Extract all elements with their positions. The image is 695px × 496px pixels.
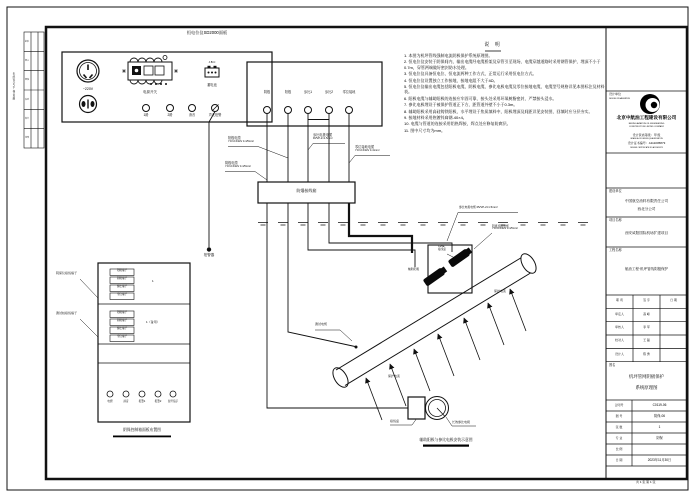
sheet-count-note: 共 1 张 第 1 张 [636, 480, 656, 484]
terminal-label-anode: 阳极 [284, 90, 292, 94]
field-value-contract: C0119-06 [652, 402, 667, 407]
sign-role: 设计人 [614, 351, 625, 356]
note-item: 5. 恒电位仪输出电缆包括阳极电缆、阴极电缆、参比电极电缆及零位接地电缆，电缆型号规格详见本图标注及材料表。 [404, 83, 605, 95]
leftbox-caption: 阴保控制箱面板布置图 [123, 428, 161, 432]
output-wires [267, 114, 349, 183]
terminal-strip-label: 阴极端子 [116, 277, 128, 280]
signoff-row-label: 校对 [25, 98, 30, 101]
signoff-row-label: 设计 [25, 118, 30, 120]
installation-caption: 辅助阳极与参比电极安装示意图 [419, 437, 473, 442]
note-item: 1. 本图为机坪管线强制电流阴极保护系统原理图。 [404, 53, 493, 58]
power-switch-label: 电源开关 [143, 89, 157, 94]
signoff-strip-grid [24, 32, 44, 148]
field-label-contract: 合同号 [614, 402, 624, 407]
cable-label-zero [355, 146, 380, 153]
terminal-label-zero: 零位接地 [342, 90, 356, 94]
signoff-row-label: 制图 [25, 137, 30, 140]
company-name-en2: CONSTRUCTION LIMITED COMPANY [628, 125, 665, 128]
field-label-scale: 比 例 [615, 446, 623, 451]
leftbox-leader-2: 测试桩接线端子 [56, 311, 78, 315]
field-label-discipline: 专 业 [615, 435, 623, 440]
sign-header-sign: 签 字 [643, 298, 650, 302]
note-item: 11. 图中尺寸均为mm。 [404, 127, 446, 133]
power-socket-icon [77, 60, 99, 82]
note-item: 3. 恒电位仪具备恒电位、恒电流两种工作方式，正常运行采用恒电位方式。 [404, 71, 537, 77]
terminal-strip-label: 阳极端子 [116, 269, 128, 272]
cable-spec: RVVP-2×1.5mm² [313, 136, 333, 140]
socket-label: ~220V [82, 86, 94, 91]
terminal-label-ref2: 参比2 [324, 90, 334, 94]
battery-top-label: J.B.C [208, 60, 216, 64]
jbox-code: C25E [438, 245, 445, 248]
current-label-1: 保护电流 [388, 374, 401, 378]
copyright-vertical-note: 未经许可不得复制 [11, 72, 15, 101]
group2-note: 1（备用） [146, 320, 160, 324]
field-value-number: 阴保-06 [654, 413, 665, 418]
device-right-label: 长效参比电极 [452, 420, 471, 424]
note-item: 9. 接地材料采用热镀锌扁钢-40×4。 [404, 114, 467, 120]
note-item: 7. 参比电极埋设于被保护管道正下方，距管道外壁不小于0.3m。 [404, 102, 518, 108]
aux-socket-icon [80, 96, 97, 113]
field-anode-cable-label [492, 225, 518, 231]
field-label-number: 图 号 [615, 413, 623, 418]
note-item: 6. 阳极电缆与辅助阳极的连接应牢固可靠，接头处采用环氧树脂密封，严禁接头浸水。 [404, 95, 557, 101]
jbox-name: 接线盒 [438, 247, 446, 251]
terminal-label-ref1: 参比1 [303, 90, 313, 94]
note-item: 4. 恒电位仪设置独立工作接地，接地电阻不大于4Ω。 [404, 77, 498, 83]
sign-role: 校对人 [614, 338, 625, 343]
sign-name: 李 军 [643, 325, 650, 329]
field-jbox-label [438, 246, 446, 252]
signoff-row-label: 批准 [25, 40, 30, 43]
group1-note: 1 [152, 279, 154, 283]
current-label-2: 保护电流 [494, 289, 507, 293]
project-name: 西安咸阳国际机场扩建项目 [624, 231, 669, 235]
leftbox-leader-1: 阴保仪接线端子 [56, 271, 78, 275]
field-value-discipline: 阴保 [656, 435, 663, 440]
cable-name: 零位接地电缆 [355, 145, 375, 149]
sign-role: 审定人 [614, 311, 625, 316]
notes-block [404, 53, 606, 134]
battery-label: 蓄电池 [207, 82, 217, 87]
battery-icon [205, 66, 219, 77]
cert-number-en: DESIGN CERTIFICATE NO.A111005873 [630, 146, 663, 149]
aux-anode-label: 辅助阳极 [408, 267, 420, 271]
company-logo [640, 94, 660, 114]
panel-title: 恒电位仪SD2000面板 [186, 30, 228, 35]
lamp-label-3: 消音 [188, 112, 196, 117]
cable-name: 阳极连接电缆 [492, 224, 509, 228]
lamp-label: 消音 [123, 399, 129, 403]
sign-header-date: 日 期 [670, 298, 677, 302]
cable-label-anode [228, 137, 254, 144]
cable-label-cathode [225, 162, 251, 169]
sign-name: 陈 勇 [643, 351, 650, 356]
sign-role: 审核人 [614, 325, 625, 329]
sign-name: 王 磊 [643, 338, 650, 343]
field-label-date: 日 期 [615, 457, 623, 462]
aux-anode-2 [448, 247, 473, 268]
terminal-strip-label: 阳极端子 [116, 311, 128, 314]
power-switch-icon [122, 56, 178, 86]
cert-grade: 设计资质等级：甲 级 [632, 132, 661, 137]
cable-spec: YJV-0.6/1kV 1×25mm² [492, 227, 519, 231]
cable-name: 阳极电缆 [228, 136, 241, 140]
note-item: 10. 电缆与管道的连接采用铝热焊接，焊点处应修复防腐层。 [404, 121, 511, 127]
notes-title: 说 明 [484, 42, 502, 48]
cable-label-reference [313, 134, 333, 141]
cable-spec: YJV-0.6/1kV 1×4mm² [355, 148, 380, 152]
design-unit-label: 设计单位 [609, 92, 622, 96]
signoff-row-label: 审定 [25, 60, 30, 62]
cable-spec: YJV-0.6/1kV 1×25mm² [228, 139, 255, 143]
cable-name: 阴极电缆 [225, 161, 238, 165]
lamp-label: 信号指示 [167, 399, 179, 403]
note-item: 2. 恒电位仪安装于阴保间内，输出电缆经电缆桥架及穿管引至现场，电缆穿越道路时采用钢管保护，埋深不小于0.7m，穿管两端做好密封防水处理。 [404, 59, 601, 70]
terminal-strip-label: 零位端子 [116, 335, 128, 338]
owner-label: 建设单位 [609, 189, 622, 193]
owner-line2: 西北分公司 [637, 206, 656, 211]
terminal-strip-label: 阴极端子 [116, 319, 128, 322]
sign-name: 高 峰 [643, 311, 650, 316]
project-label: 项目名称 [609, 218, 622, 222]
lamp-label-4: 声光报警 [208, 112, 222, 117]
cert-grade-en: GRADE A OF DESIGN QUALIFICATION [630, 138, 663, 140]
control-panel-outline [62, 52, 272, 122]
cable-name: 参比电极电缆 [459, 205, 476, 209]
work-name: 航油工程·机坪管线阴极保护 [624, 267, 669, 271]
lamp-label: 报警2 [154, 399, 162, 403]
company-name: 北京中航油工程建设有限公司 [616, 115, 677, 120]
owner-line1: 中国航空油料有限责任公司 [624, 198, 669, 203]
signoff-row-label: 审核 [25, 79, 30, 82]
design-unit-label-en: DESIGN ORGANIZATION [609, 97, 630, 100]
work-label: 工程名称 [609, 248, 622, 252]
left-terminal-box [80, 263, 190, 437]
field-value-date: 2023年11月30日 [647, 457, 672, 462]
alarm-wire [207, 112, 215, 252]
indicator-lamps [143, 105, 219, 112]
terminal-strip-label: 零位端子 [116, 293, 128, 296]
alarm-label: 报警器 [203, 253, 215, 257]
lamp-label-2: 2路 [167, 112, 173, 117]
junction-box-label: 防爆接线箱 [296, 188, 317, 193]
test-cable-label: 测试电缆 [315, 322, 328, 326]
cable-name: 参比电极电缆 [313, 133, 333, 137]
terminal-label-cathode: 阴极 [263, 90, 271, 94]
sign-header-role: 职 责 [616, 298, 623, 302]
cable-spec: RVVP-2×1.5mm² [476, 205, 498, 209]
drawing-label: 图名 [609, 363, 616, 367]
company-name-en1: BEIJING AVIATION OIL ENGINEERING [628, 122, 665, 125]
ground-hatch [258, 223, 588, 226]
terminal-strip-label: 参比端子 [116, 327, 128, 330]
field-value-sheets: 1 [658, 424, 661, 429]
terminal-strip-label: 参比端子 [116, 285, 128, 288]
lamp-label: 电源 [107, 399, 113, 403]
drawing-name-line1: 机坪管网阴极保护 [628, 374, 665, 379]
cable-spec: YJV-0.6/1kV 1×25mm² [225, 164, 252, 168]
field-label-sheets: 张 数 [615, 424, 623, 429]
lamp-label-1: 1路 [143, 112, 149, 117]
aux-anode-1 [423, 266, 448, 287]
note-item: 8. 辅助阳极采用高硅铸铁阳极，水平埋设于焦炭填料中，阳极埋深及间距详见安装图，回填时应分层夯实。 [404, 108, 593, 114]
cert-number: 设计证书编号：A111005873 [627, 141, 666, 145]
lamp-label: 报警1 [138, 399, 146, 403]
drawing-name-line2: 系统原理图 [635, 385, 658, 390]
field-ref-cable-label [459, 206, 498, 209]
device-left-label: 接线盒 [390, 418, 400, 423]
